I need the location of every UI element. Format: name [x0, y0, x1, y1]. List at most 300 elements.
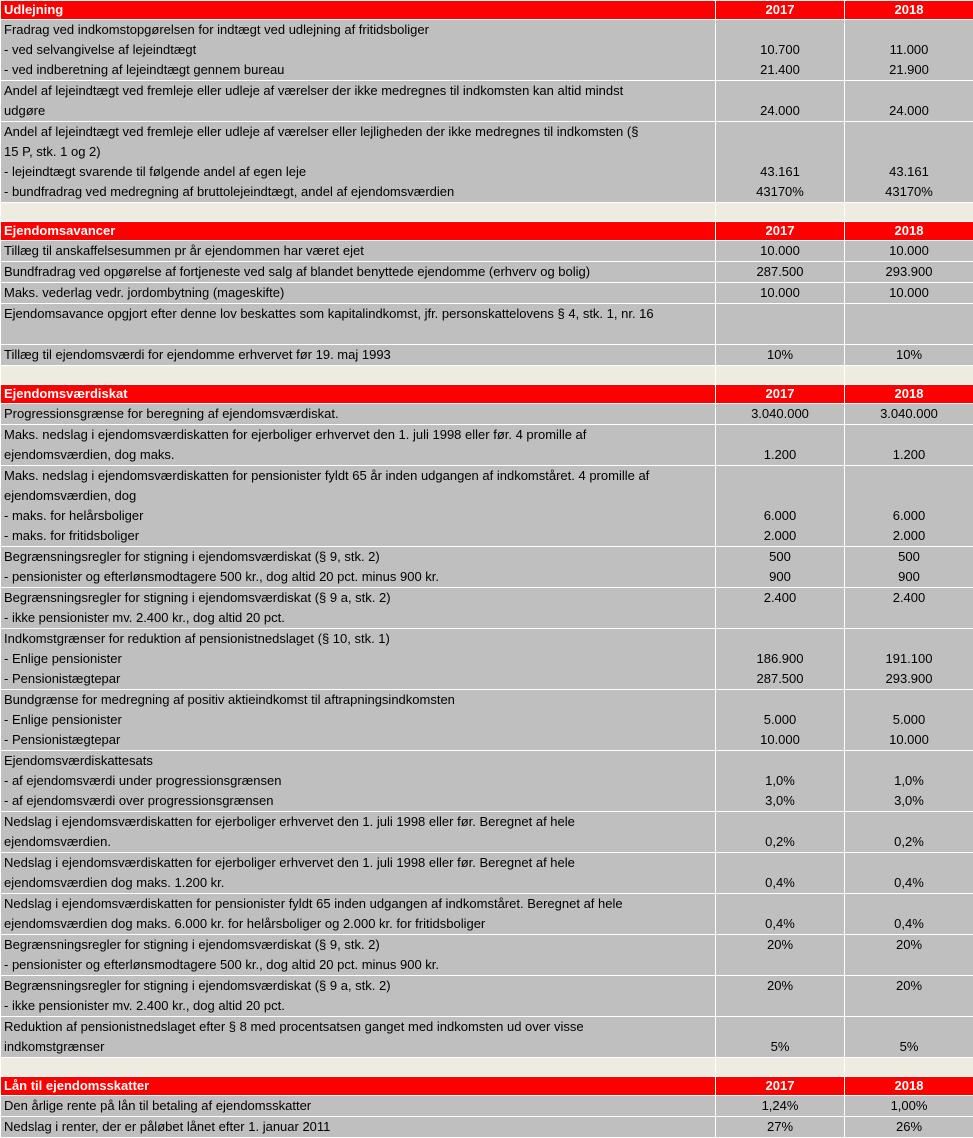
cell-lines — [719, 241, 841, 261]
row-label: - ved indberetning af lejeindtægt gennem bureau — [4, 60, 712, 80]
cell-lines — [4, 751, 712, 811]
table-row — [1, 345, 973, 366]
row-value: 5.000 — [848, 710, 970, 730]
section-spacer — [1, 366, 973, 385]
row-value: 10% — [719, 345, 841, 365]
year-header-2018[interactable]: 2018 — [845, 222, 973, 241]
row-value: 293.900 — [848, 669, 970, 689]
row-value — [719, 81, 841, 101]
cell-lines — [4, 1017, 712, 1057]
row-value: 1,24% — [719, 1096, 841, 1116]
row-label: Ejendomsværdiskattesats — [4, 751, 712, 771]
cell-lines — [719, 81, 841, 121]
value-2018-cell[interactable] — [845, 547, 973, 588]
row-value — [719, 425, 841, 445]
row-label: Andel af lejeindtægt ved fremleje eller udleje af værelser eller lejligheden der ikke medregnes til indkomsten (§ — [4, 122, 712, 142]
cell-lines — [848, 935, 970, 975]
table-row — [1, 1117, 973, 1138]
cell-lines — [4, 425, 712, 465]
cell-lines — [719, 690, 841, 750]
cell-lines — [719, 20, 841, 80]
cell-lines — [719, 1096, 841, 1116]
row-label: - af ejendomsværdi under progressionsgrænsen — [4, 771, 712, 791]
value-2018-cell[interactable] — [845, 894, 973, 935]
year-header-2018[interactable]: 2018 — [845, 1, 973, 20]
row-value — [719, 751, 841, 771]
cell-lines — [848, 262, 970, 282]
row-value: 21.400 — [719, 60, 841, 80]
value-2018-cell[interactable] — [845, 304, 973, 345]
row-value: 293.900 — [848, 262, 970, 282]
value-2018-cell[interactable] — [845, 853, 973, 894]
value-2018-cell[interactable] — [845, 425, 973, 466]
cell-lines — [848, 20, 970, 80]
year-header-2017[interactable]: 2017 — [716, 385, 845, 404]
row-value — [848, 122, 970, 142]
cell-lines — [848, 976, 970, 1016]
row-value: 6.000 — [719, 506, 841, 526]
row-value: 20% — [719, 935, 841, 955]
cell-lines — [848, 690, 970, 750]
table-row — [1, 81, 973, 122]
row-value: 2.400 — [848, 588, 970, 608]
row-label: - maks. for helårsboliger — [4, 506, 712, 526]
value-2018-cell[interactable] — [845, 588, 973, 629]
row-value — [719, 324, 841, 344]
cell-lines — [719, 976, 841, 1016]
row-value: 5.000 — [719, 710, 841, 730]
cell-lines — [4, 304, 712, 344]
row-value — [719, 304, 841, 324]
row-value — [719, 853, 841, 873]
spacer-cell — [845, 1058, 973, 1077]
table-row — [1, 751, 973, 812]
row-label: Den årlige rente på lån til betaling af ejendomsskatter — [4, 1096, 712, 1116]
value-2017-cell[interactable] — [716, 1017, 845, 1058]
cell-lines — [848, 425, 970, 465]
row-value — [719, 812, 841, 832]
cell-lines — [848, 304, 970, 344]
table-row — [1, 690, 973, 751]
row-value — [719, 466, 841, 486]
cell-lines — [4, 1096, 712, 1116]
cell-lines — [4, 1117, 712, 1137]
cell-lines — [719, 812, 841, 852]
row-value: 0,4% — [848, 873, 970, 893]
value-2018-cell[interactable] — [845, 976, 973, 1017]
cell-lines — [719, 122, 841, 202]
row-value: 186.900 — [719, 649, 841, 669]
row-value: 10.700 — [719, 40, 841, 60]
cell-lines — [848, 241, 970, 261]
table-row — [1, 812, 973, 853]
section-title[interactable]: Ejendomsavancer — [1, 222, 716, 241]
cell-lines — [719, 404, 841, 424]
row-value — [848, 466, 970, 486]
row-label: - lejeindtægt svarende til følgende andel af egen leje — [4, 162, 712, 182]
cell-lines — [4, 853, 712, 893]
cell-lines — [848, 345, 970, 365]
cell-lines — [719, 629, 841, 689]
value-2017-cell[interactable] — [716, 122, 845, 203]
cell-lines — [4, 122, 712, 202]
row-value — [848, 304, 970, 324]
cell-lines — [4, 976, 712, 1016]
value-2017-cell[interactable] — [716, 547, 845, 588]
year-header-2017[interactable]: 2017 — [716, 1077, 845, 1096]
value-2018-cell[interactable] — [845, 629, 973, 690]
value-2018-cell[interactable] — [845, 404, 973, 425]
row-label: - ved selvangivelse af lejeindtægt — [4, 40, 712, 60]
row-value: 1,0% — [848, 771, 970, 791]
row-label — [4, 324, 712, 344]
label-cell[interactable] — [1, 283, 716, 304]
sheet-body — [1, 1, 973, 1138]
row-value — [848, 690, 970, 710]
value-2017-cell[interactable] — [716, 425, 845, 466]
value-2017-cell[interactable] — [716, 751, 845, 812]
table-row — [1, 588, 973, 629]
section-title[interactable]: Lån til ejendomsskatter — [1, 1077, 716, 1096]
cell-lines — [4, 690, 712, 750]
label-cell[interactable] — [1, 547, 716, 588]
year-header-2017[interactable]: 2017 — [716, 1, 845, 20]
cell-lines — [4, 81, 712, 121]
row-label: - af ejendomsværdi over progressionsgrænsen — [4, 791, 712, 811]
row-value: 0,4% — [719, 873, 841, 893]
value-2017-cell[interactable] — [716, 81, 845, 122]
label-cell[interactable] — [1, 629, 716, 690]
value-2018-cell[interactable] — [845, 1096, 973, 1117]
value-2018-cell[interactable] — [845, 20, 973, 81]
row-value: 24.000 — [848, 101, 970, 121]
row-label: 15 P, stk. 1 og 2) — [4, 142, 712, 162]
row-label: Begrænsningsregler for stigning i ejendomsværdiskat (§ 9 a, stk. 2) — [4, 588, 712, 608]
label-cell[interactable] — [1, 1017, 716, 1058]
spacer-cell — [1, 366, 716, 385]
section-header — [1, 222, 973, 241]
value-2018-cell[interactable] — [845, 81, 973, 122]
row-label: - bundfradrag ved medregning af bruttolejeindtægt, andel af ejendomsværdien — [4, 182, 712, 202]
row-label: ejendomsværdien dog maks. 1.200 kr. — [4, 873, 712, 893]
cell-lines — [848, 81, 970, 121]
section-header — [1, 1, 973, 20]
year-header-2017[interactable]: 2017 — [716, 222, 845, 241]
row-value: 5% — [719, 1037, 841, 1057]
cell-lines — [848, 588, 970, 628]
value-2018-cell[interactable] — [845, 241, 973, 262]
cell-lines — [719, 345, 841, 365]
row-label: Indkomstgrænser for reduktion af pensionistnedslaget (§ 10, stk. 1) — [4, 629, 712, 649]
row-value — [848, 324, 970, 344]
row-label: Bundfradrag ved opgørelse af fortjeneste ved salg af blandet benyttede ejendomme (erhverv og bolig) — [4, 262, 712, 282]
value-2017-cell[interactable] — [716, 629, 845, 690]
label-cell[interactable] — [1, 894, 716, 935]
row-value: 27% — [719, 1117, 841, 1137]
table-row — [1, 976, 973, 1017]
cell-lines — [4, 894, 712, 934]
section-header — [1, 1077, 973, 1096]
row-value — [719, 486, 841, 506]
row-label: Nedslag i ejendomsværdiskatten for ejerboliger erhvervet den 1. juli 1998 eller før. Beregnet af hele — [4, 812, 712, 832]
row-value: 5% — [848, 1037, 970, 1057]
value-2018-cell[interactable] — [845, 345, 973, 366]
row-value: 43.161 — [848, 162, 970, 182]
label-cell[interactable] — [1, 853, 716, 894]
table-row — [1, 1096, 973, 1117]
value-2017-cell[interactable] — [716, 241, 845, 262]
row-label: Begrænsningsregler for stigning i ejendomsværdiskat (§ 9, stk. 2) — [4, 935, 712, 955]
row-label: Andel af lejeindtægt ved fremleje eller udleje af værelser der ikke medregnes til indkomsten kan altid mindst — [4, 81, 712, 101]
value-2018-cell[interactable] — [845, 812, 973, 853]
value-2017-cell[interactable] — [716, 853, 845, 894]
value-2017-cell[interactable] — [716, 20, 845, 81]
section-title[interactable]: Ejendomsværdiskat — [1, 385, 716, 404]
value-2018-cell[interactable] — [845, 1017, 973, 1058]
row-label: Begrænsningsregler for stigning i ejendomsværdiskat (§ 9, stk. 2) — [4, 547, 712, 567]
label-cell[interactable] — [1, 976, 716, 1017]
row-value: 500 — [719, 547, 841, 567]
row-value: 3,0% — [848, 791, 970, 811]
cell-lines — [719, 853, 841, 893]
row-value — [848, 81, 970, 101]
row-label: - pensionister og efterlønsmodtagere 500 kr., dog altid 20 pct. minus 900 kr. — [4, 567, 712, 587]
row-label: Bundgrænse for medregning af positiv aktieindkomst til aftrapningsindkomsten — [4, 690, 712, 710]
row-value — [848, 425, 970, 445]
value-2018-cell[interactable] — [845, 466, 973, 547]
value-2018-cell[interactable] — [845, 262, 973, 283]
cell-lines — [4, 283, 712, 303]
cell-lines — [4, 812, 712, 852]
value-2018-cell[interactable] — [845, 1117, 973, 1138]
row-label: udgøre — [4, 101, 712, 121]
row-value: 26% — [848, 1117, 970, 1137]
cell-lines — [848, 283, 970, 303]
row-value — [719, 20, 841, 40]
row-value — [848, 894, 970, 914]
value-2017-cell[interactable] — [716, 304, 845, 345]
label-cell[interactable] — [1, 1096, 716, 1117]
cell-lines — [719, 751, 841, 811]
row-value — [848, 486, 970, 506]
row-value: 900 — [719, 567, 841, 587]
section-spacer — [1, 203, 973, 222]
cell-lines — [848, 853, 970, 893]
label-cell[interactable] — [1, 345, 716, 366]
row-label: - maks. for fritidsboliger — [4, 526, 712, 546]
cell-lines — [719, 262, 841, 282]
row-value: 2.400 — [719, 588, 841, 608]
section-header — [1, 385, 973, 404]
row-value: 21.900 — [848, 60, 970, 80]
table-row — [1, 425, 973, 466]
label-cell[interactable] — [1, 588, 716, 629]
row-label: Nedslag i renter, der er påløbet lånet efter 1. januar 2011 — [4, 1117, 712, 1137]
row-label: Nedslag i ejendomsværdiskatten for pensionister fyldt 65 inden udgangen af indkomståret. Beregnet af hele — [4, 894, 712, 914]
value-2018-cell[interactable] — [845, 283, 973, 304]
row-value — [719, 894, 841, 914]
label-cell[interactable] — [1, 690, 716, 751]
cell-lines — [719, 425, 841, 465]
label-cell[interactable] — [1, 122, 716, 203]
cell-lines — [4, 404, 712, 424]
row-value — [719, 1017, 841, 1037]
table-row — [1, 304, 973, 345]
label-cell[interactable] — [1, 404, 716, 425]
row-value: 0,2% — [719, 832, 841, 852]
row-label: - Pensionistægtepar — [4, 730, 712, 750]
label-cell[interactable] — [1, 241, 716, 262]
cell-lines — [719, 1117, 841, 1137]
value-2018-cell[interactable] — [845, 690, 973, 751]
row-value: 0,4% — [719, 914, 841, 934]
row-value — [848, 608, 970, 628]
value-2017-cell[interactable] — [716, 894, 845, 935]
cell-lines — [4, 241, 712, 261]
label-cell[interactable] — [1, 751, 716, 812]
table-row — [1, 262, 973, 283]
row-label: - ikke pensionister mv. 2.400 kr., dog altid 20 pct. — [4, 996, 712, 1016]
cell-lines — [719, 588, 841, 628]
row-label: ejendomsværdien dog maks. 6.000 kr. for helårsboliger og 2.000 kr. for fritidsboliger — [4, 914, 712, 934]
value-2018-cell[interactable] — [845, 751, 973, 812]
cell-lines — [719, 283, 841, 303]
cell-lines — [4, 262, 712, 282]
label-cell[interactable] — [1, 1117, 716, 1138]
table-row — [1, 935, 973, 976]
spacer-cell — [1, 203, 716, 222]
row-value: 10% — [848, 345, 970, 365]
row-label: ejendomsværdien, dog maks. — [4, 445, 712, 465]
row-value: 2.000 — [848, 526, 970, 546]
cell-lines — [4, 629, 712, 689]
row-value — [848, 1017, 970, 1037]
value-2017-cell[interactable] — [716, 690, 845, 751]
row-value: 10.000 — [848, 241, 970, 261]
row-value — [848, 751, 970, 771]
value-2017-cell[interactable] — [716, 283, 845, 304]
row-value — [719, 608, 841, 628]
cell-lines — [4, 588, 712, 628]
label-cell[interactable] — [1, 812, 716, 853]
row-value: 287.500 — [719, 262, 841, 282]
label-cell[interactable] — [1, 81, 716, 122]
row-value: 500 — [848, 547, 970, 567]
cell-lines — [848, 629, 970, 689]
row-value — [848, 20, 970, 40]
row-value: 287.500 — [719, 669, 841, 689]
table-row — [1, 894, 973, 935]
row-value: 10.000 — [848, 730, 970, 750]
row-value — [848, 853, 970, 873]
row-value — [848, 996, 970, 1016]
value-2017-cell[interactable] — [716, 588, 845, 629]
row-value: 3,0% — [719, 791, 841, 811]
label-cell[interactable] — [1, 262, 716, 283]
row-label: Tillæg til anskaffelsesummen pr år ejendommen har været ejet — [4, 241, 712, 261]
cell-lines — [848, 466, 970, 546]
row-value — [848, 629, 970, 649]
table-row — [1, 1017, 973, 1058]
label-cell[interactable] — [1, 935, 716, 976]
table-row — [1, 241, 973, 262]
row-value: 1.200 — [719, 445, 841, 465]
row-value — [719, 142, 841, 162]
row-label: - Enlige pensionister — [4, 710, 712, 730]
row-value: 6.000 — [848, 506, 970, 526]
cell-lines — [848, 122, 970, 202]
row-value — [719, 629, 841, 649]
row-label: Nedslag i ejendomsværdiskatten for ejerboliger erhvervet den 1. juli 1998 eller før. Beregnet af hele — [4, 853, 712, 873]
value-2017-cell[interactable] — [716, 345, 845, 366]
row-value: 20% — [848, 935, 970, 955]
label-cell[interactable] — [1, 425, 716, 466]
label-cell[interactable] — [1, 20, 716, 81]
table-row — [1, 283, 973, 304]
row-label: Fradrag ved indkomstopgørelsen for indtægt ved udlejning af fritidsboliger — [4, 20, 712, 40]
row-value: 1.200 — [848, 445, 970, 465]
row-value: 1,0% — [719, 771, 841, 791]
row-value: 0,4% — [848, 914, 970, 934]
table-row — [1, 466, 973, 547]
cell-lines — [848, 1117, 970, 1137]
cell-lines — [719, 547, 841, 587]
spacer-cell — [845, 203, 973, 222]
value-2017-cell[interactable] — [716, 976, 845, 1017]
year-header-2018[interactable]: 2018 — [845, 385, 973, 404]
row-label: Reduktion af pensionistnedslaget efter § 8 med procentsatsen ganget med indkomsten ud over visse — [4, 1017, 712, 1037]
cell-lines — [848, 751, 970, 811]
value-2017-cell[interactable] — [716, 404, 845, 425]
row-value: 2.000 — [719, 526, 841, 546]
row-label: - Pensionistægtepar — [4, 669, 712, 689]
label-cell[interactable] — [1, 466, 716, 547]
row-value — [719, 122, 841, 142]
year-header-2018[interactable]: 2018 — [845, 1077, 973, 1096]
value-2018-cell[interactable] — [845, 122, 973, 203]
row-value — [848, 812, 970, 832]
row-value: 43170% — [719, 182, 841, 202]
row-value: 900 — [848, 567, 970, 587]
row-label: Maks. nedslag i ejendomsværdiskatten for pensionister fyldt 65 år inden udgangen af indkomståret. 4 promille af — [4, 466, 712, 486]
label-cell[interactable] — [1, 304, 716, 345]
value-2017-cell[interactable] — [716, 1117, 845, 1138]
row-value — [848, 142, 970, 162]
value-2017-cell[interactable] — [716, 935, 845, 976]
cell-lines — [848, 812, 970, 852]
spacer-cell — [845, 366, 973, 385]
value-2017-cell[interactable] — [716, 466, 845, 547]
value-2017-cell[interactable] — [716, 812, 845, 853]
cell-lines — [4, 466, 712, 546]
row-label: Progressionsgrænse for beregning af ejendomsværdiskat. — [4, 404, 712, 424]
cell-lines — [848, 894, 970, 934]
section-title[interactable]: Udlejning — [1, 1, 716, 20]
cell-lines — [4, 547, 712, 587]
value-2018-cell[interactable] — [845, 935, 973, 976]
cell-lines — [848, 1017, 970, 1057]
row-value: 1,00% — [848, 1096, 970, 1116]
row-value: 0,2% — [848, 832, 970, 852]
row-value: 20% — [848, 976, 970, 996]
row-label: - Enlige pensionister — [4, 649, 712, 669]
value-2017-cell[interactable] — [716, 1096, 845, 1117]
value-2017-cell[interactable] — [716, 262, 845, 283]
table-row — [1, 547, 973, 588]
row-value: 10.000 — [719, 241, 841, 261]
row-value — [848, 955, 970, 975]
cell-lines — [4, 935, 712, 975]
